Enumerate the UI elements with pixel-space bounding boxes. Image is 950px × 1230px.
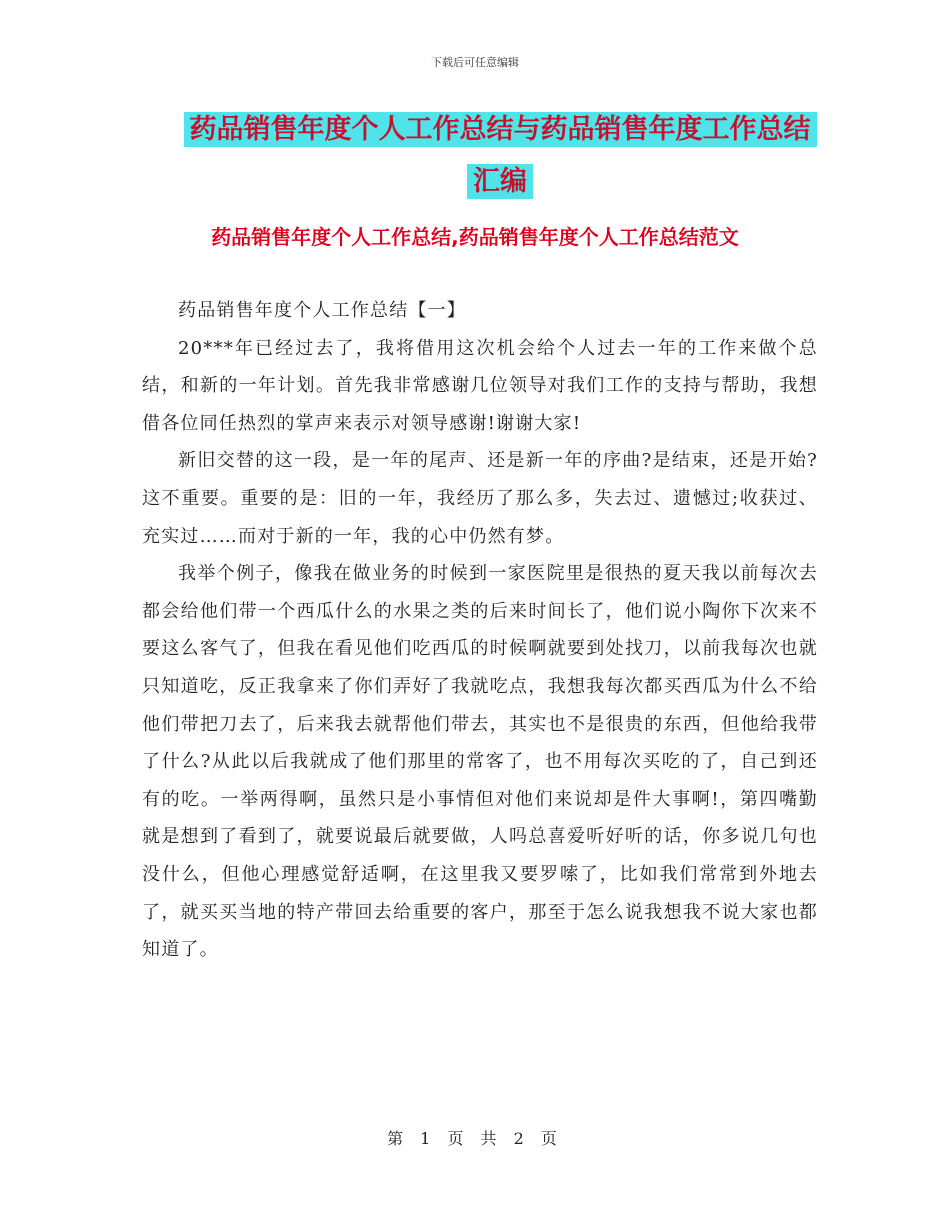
header-note: 下载后可任意编辑 bbox=[431, 56, 519, 69]
body-paragraph: 20***年已经过去了，我将借用这次机会给个人过去一年的工作来做个总结，和新的一年计划。首先我非常感谢几位领导对我们工作的支持与帮助，我想借各位同任热烈的掌声来表示对领导感谢!谢谢大家! bbox=[142, 337, 818, 434]
section-heading: 药品销售年度个人工作总结【一】 bbox=[178, 300, 466, 321]
document-title-line-2: 汇编 bbox=[467, 164, 533, 199]
document-title-line-1: 药品销售年度个人工作总结与药品销售年度工作总结 bbox=[184, 112, 817, 147]
body-paragraph: 我举个例子，像我在做业务的时候到一家医院里是很热的夏天我以前每次去都会给他们带一个西瓜什么的水果之类的后来时间长了，他们说小陶你下次来不要这么客气了，但我在看见他们吃西瓜的时候啊就要到处找刀，以前我每次也就只知道吃，反正我拿来了你们弄好了我就吃点，我想我每次都买西瓜为什么不给他们带把刀去了，后来我去就帮他们带去，其实也不是很贵的东西，但他给我带了什么?从此以后我就成了他们那里的常客了，也不用每次买吃的了，自己到还有的吃。一举两得啊，虽然只是小事情但对他们来说却是件大事啊!，第四嘴勤就是想到了看到了，就要说最后就要做，人吗总喜爱听好听的话，你多说几句也没什么，但他心理感觉舒适啊，在这里我又要罗嗦了，比如我们常常到外地去了，就买买当地的特产带回去给重要的客户，那至于怎么说我想我不说大家也都知道了。 bbox=[142, 563, 818, 961]
document-title bbox=[140, 104, 860, 208]
document-body bbox=[142, 292, 818, 969]
page-indicator: 第 1 页 共 2 页 bbox=[387, 1129, 563, 1148]
document-subtitle: 药品销售年度个人工作总结,药品销售年度个人工作总结范文 bbox=[211, 225, 739, 249]
body-paragraph: 新旧交替的这一段，是一年的尾声、还是新一年的序曲?是结束，还是开始?这不重要。重要的是：旧的一年，我经历了那么多，失去过、遗憾过;收获过、充实过……而对于新的一年，我的心中仍然有梦。 bbox=[142, 450, 818, 547]
